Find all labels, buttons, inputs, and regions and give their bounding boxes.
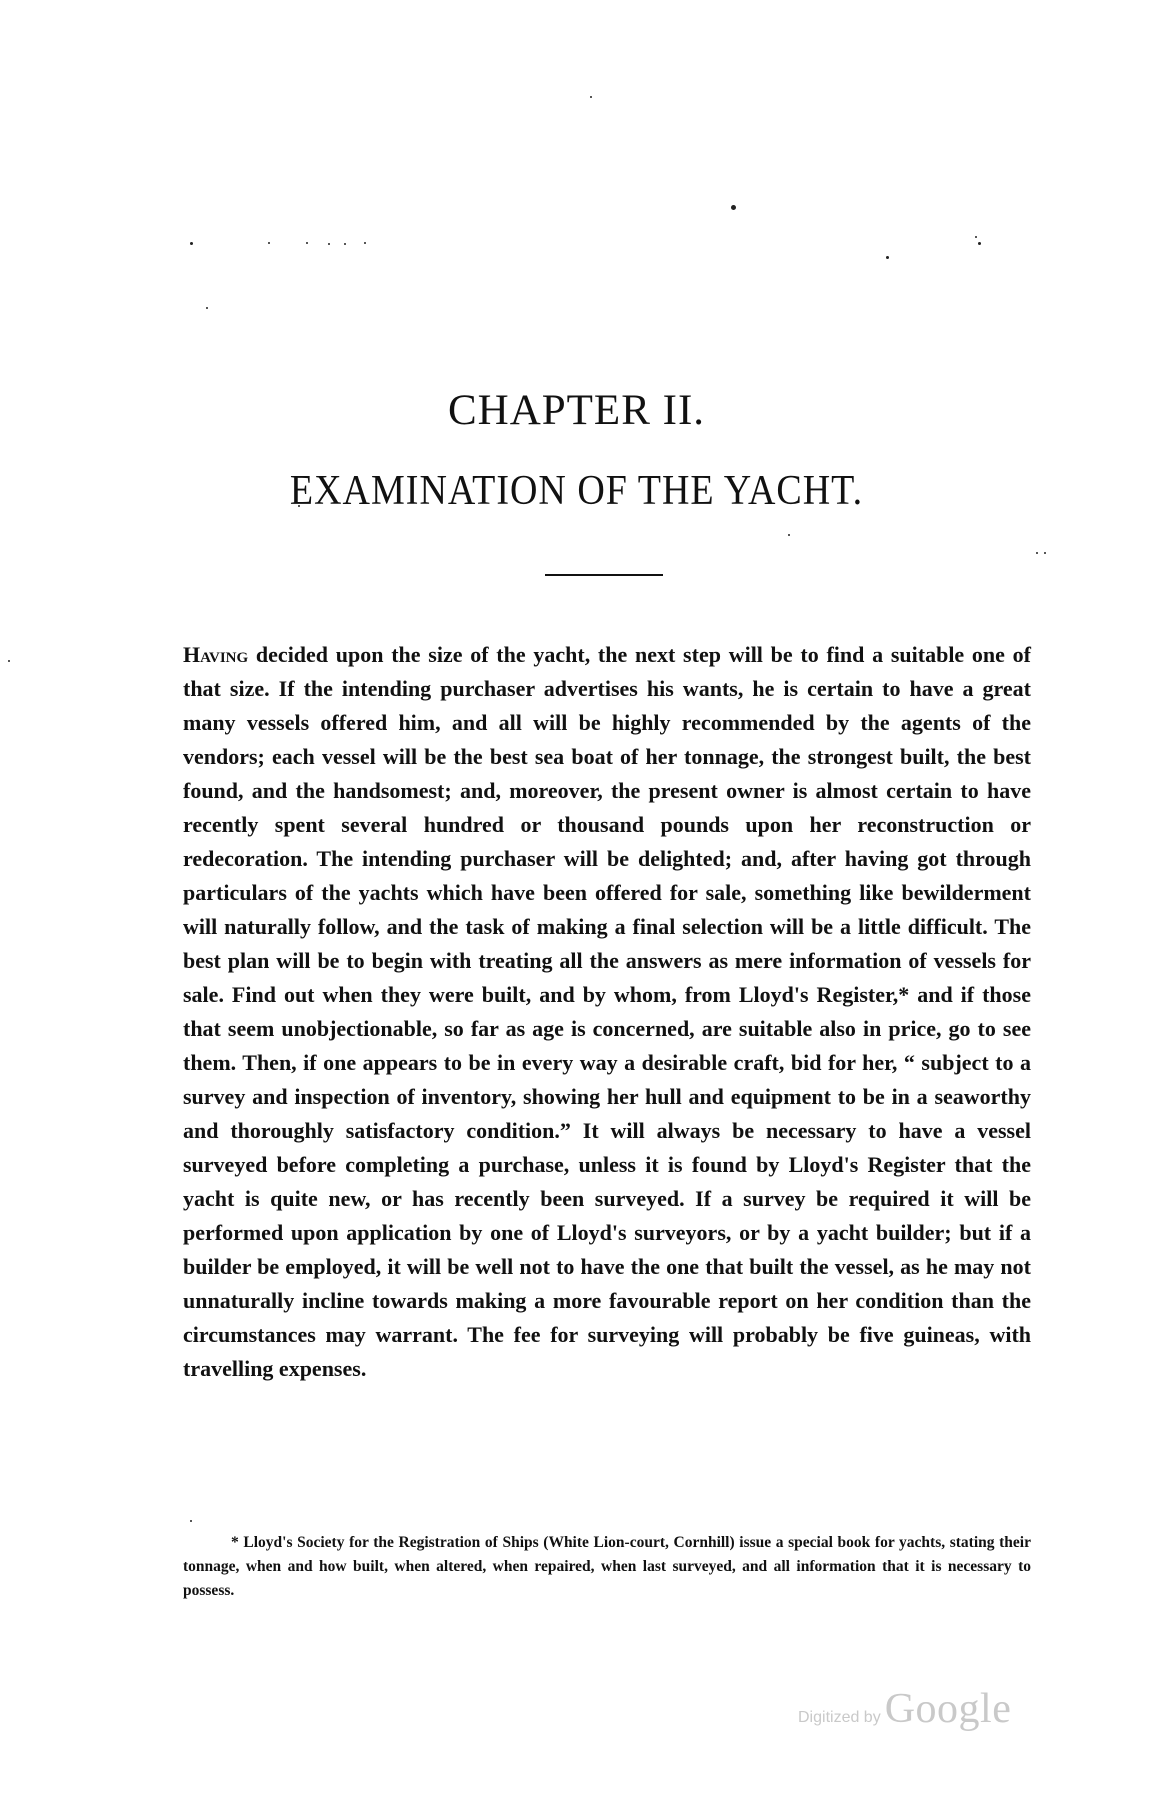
scan-speck: [206, 307, 208, 309]
scan-speck: [788, 534, 790, 536]
scan-speck: [364, 242, 366, 244]
scan-speck: [268, 242, 270, 244]
footnote: * Lloyd's Society for the Registration of Ships (White Lion-court, Cornhill) issue a special book for yachts, stating their tonnage, when and how built, when altered, when repaired, when last surveyed, and all information that it is necessary to possess.: [183, 1534, 1031, 1599]
scan-speck: [1044, 552, 1046, 554]
scan-speck: [590, 96, 592, 98]
scan-speck: [190, 242, 193, 245]
heading-rule: [545, 574, 663, 576]
scan-speck: [328, 243, 330, 245]
paragraph-text: decided upon the size of the yacht, the next step will be to find a suitable one of that size. If the intending purchaser advertises his wants, he is certain to have a great many vessels offered him, and all will be highly recommended by the agents of the vendors; each vessel will be the best sea boat of her tonnage, the strongest built, the best found, and the handsomest; and, moreover, the present owner is almost certain to have recently spent several hundred or thousand pounds upon her reconstruction or redecoration. The intending purchaser will be delighted; and, after having got through particulars of the yachts which have been offered for sale, something like bewilderment will naturally follow, and the task of making a final selection will be a little difficult. The best plan will be to begin with treating all the answers as mere information of vessels for sale. Find out when they were built, and by whom, from Lloyd's Register,* and if those that seem unobjectionable, so far as age is concerned, are suitable also in price, go to see them. Then, if one appears to be in every way a desirable craft, bid for her, “ subject to a survey and inspection of inventory, showing her hull and equipment to be in a seaworthy and thoroughly satisfactory condition.” It will always be necessary to have a vessel surveyed before completing a purchase, unless it is found by Lloyd's Register that the yacht is quite new, or has recently been surveyed. If a survey be required it will be performed upon application by one of Lloyd's surveyors, or by a yacht builder; but if a builder be employed, it will be well not to have the one that built the vessel, as he may not unnaturally incline towards making a more favourable report on her condition than the circumstances may warrant. The fee for surveying will probably be five guineas, with travelling expenses.: [183, 642, 1031, 1381]
scan-speck: [344, 243, 346, 245]
watermark-logo: Google: [884, 1686, 1012, 1732]
scan-speck: [978, 242, 981, 245]
scan-speck: [886, 256, 889, 259]
scan-speck: [306, 242, 308, 244]
scan-speck: [190, 1520, 192, 1522]
body-paragraph: [183, 638, 1031, 1386]
lead-word: Having: [183, 642, 249, 667]
scan-speck: [1036, 552, 1038, 554]
scan-speck: [8, 660, 10, 662]
scan-speck: [731, 205, 736, 210]
digitized-watermark: [798, 1685, 1038, 1735]
scan-speck: [975, 236, 977, 238]
watermark-prefix: Digitized by: [798, 1709, 881, 1726]
chapter-subtitle: EXAMINATION OF THE YACHT.: [289, 467, 864, 515]
chapter-heading: CHAPTER II.: [447, 387, 706, 434]
